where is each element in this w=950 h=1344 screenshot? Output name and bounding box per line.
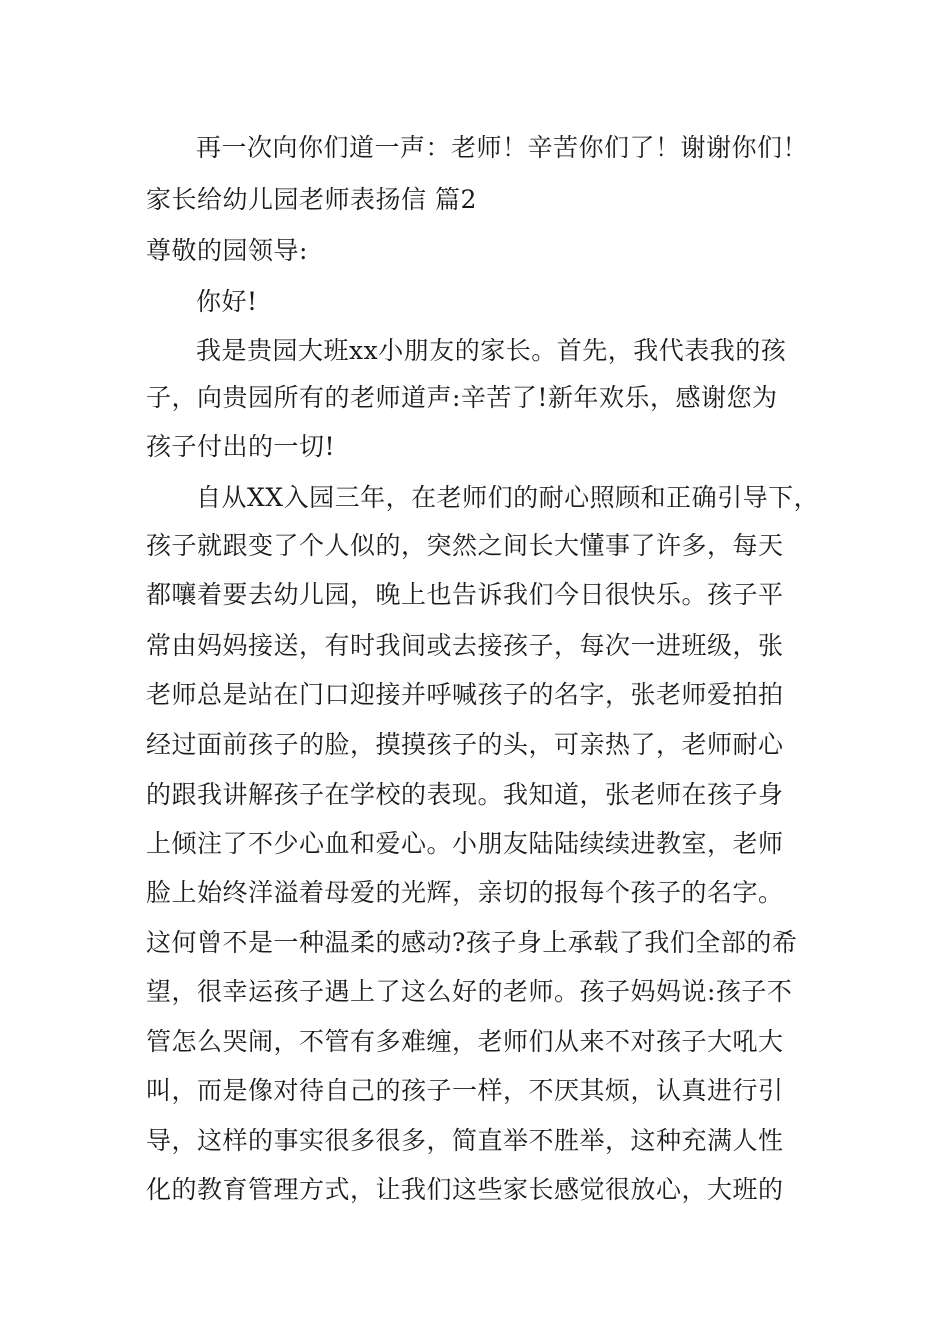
- paragraph-line: 我是贵园大班xx小朋友的家长。首先，我代表我的孩: [196, 336, 787, 365]
- salutation: 尊敬的园领导:: [146, 236, 308, 265]
- paragraph-line: 导，这样的事实很多很多，简直举不胜举，这种充满人性: [146, 1126, 784, 1155]
- paragraph-line: 这何曾不是一种温柔的感动?孩子身上承载了我们全部的希: [146, 928, 798, 957]
- paragraph-line: 化的教育管理方式，让我们这些家长感觉很放心，大班的: [146, 1175, 784, 1204]
- paragraph-line: 管怎么哭闹，不管有多难缠，老师们从来不对孩子大吼大: [146, 1027, 784, 1056]
- paragraph-line: 老师总是站在门口迎接并呼喊孩子的名字，张老师爱拍拍: [146, 680, 784, 709]
- paragraph-line: 上倾注了不少心血和爱心。小朋友陆陆续续进教室，老师: [146, 829, 784, 858]
- paragraph-line: 自从XX入园三年，在老师们的耐心照顾和正确引导下，: [196, 483, 820, 512]
- paragraph-line: 望，很幸运孩子遇上了这么好的老师。孩子妈妈说:孩子不: [146, 977, 793, 1006]
- paragraph-line: 的跟我讲解孩子在学校的表现。我知道，张老师在孩子身: [146, 780, 784, 809]
- paragraph-line: 孩子付出的一切!: [146, 432, 336, 461]
- paragraph-line: 叫，而是像对待自己的孩子一样，不厌其烦，认真进行引: [146, 1076, 784, 1105]
- closing-line: 再一次向你们道一声：老师！辛苦你们了！谢谢你们！: [196, 133, 809, 162]
- paragraph-line: 脸上始终洋溢着母爱的光辉，亲切的报每个孩子的名字。: [146, 878, 784, 907]
- paragraph-line: 都嚷着要去幼儿园，晚上也告诉我们今日很快乐。孩子平: [146, 580, 784, 609]
- paragraph-line: 子，向贵园所有的老师道声:辛苦了!新年欢乐，感谢您为: [146, 383, 778, 412]
- paragraph-line: 常由妈妈接送，有时我间或去接孩子，每次一进班级，张: [146, 631, 784, 660]
- paragraph-line: 孩子就跟变了个人似的，突然之间长大懂事了许多，每天: [146, 531, 784, 560]
- section-heading: 家长给幼儿园老师表扬信 篇2: [146, 185, 477, 214]
- greeting: 你好!: [196, 287, 258, 316]
- paragraph-line: 经过面前孩子的脸，摸摸孩子的头，可亲热了，老师耐心: [146, 730, 784, 759]
